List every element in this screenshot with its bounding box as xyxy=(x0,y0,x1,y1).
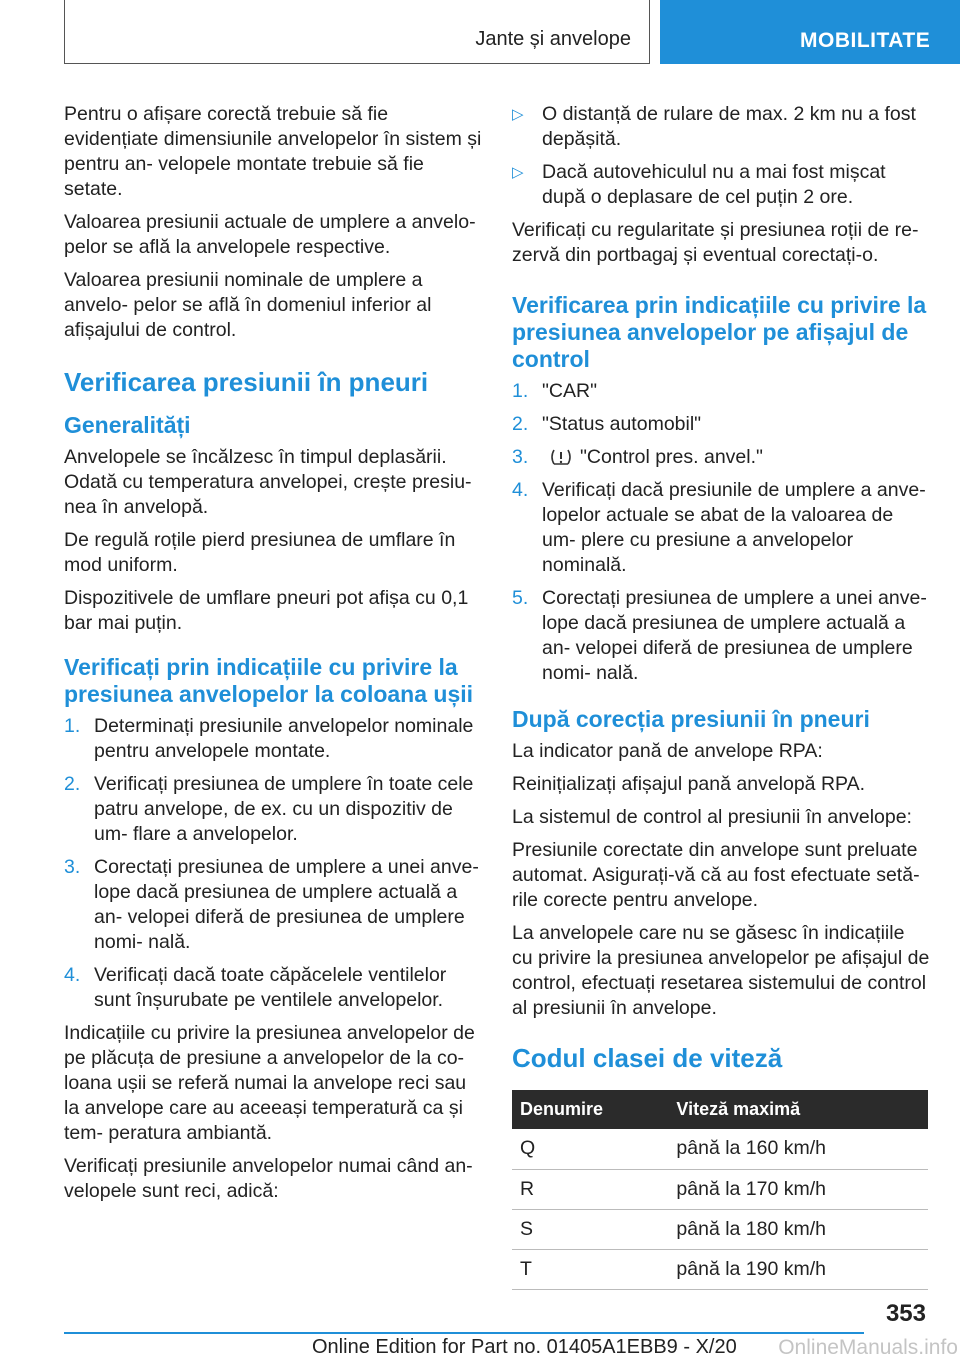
condition-text: Dacă autovehiculul nu a mai fost mișcat după o deplasare de cel puțin 2 ore. xyxy=(542,161,886,208)
chapter-tab[interactable]: MOBILITATE xyxy=(660,0,960,64)
table-cell: T xyxy=(512,1249,658,1289)
step-number: 1. xyxy=(64,715,81,737)
table-row xyxy=(512,1129,928,1169)
step-number: 4. xyxy=(512,479,529,501)
paragraph: Verificați presiunile anvelopelor numai când an- velopele sunt reci, adică: xyxy=(64,1155,473,1202)
list-item xyxy=(64,772,482,847)
table-header-row xyxy=(512,1090,928,1129)
paragraph: Reinițializați afișajul pană anvelopă RPA. xyxy=(512,773,866,795)
step-text: Verificați dacă toate căpăcelele ventilelor sunt înșurubate pe ventilele anvelopelor. xyxy=(94,964,447,1011)
table-row xyxy=(512,1249,928,1289)
door-steps-list xyxy=(64,714,482,1013)
paragraph: De regulă roțile pierd presiunea de umflare în mod uniform. xyxy=(64,529,456,576)
step-text: Determinați presiunile anvelopelor nominale pentru anvelopele montate. xyxy=(94,715,474,762)
column-header: Denumire xyxy=(512,1090,658,1129)
step-number: 2. xyxy=(64,773,81,795)
heading-door-pillar: Verificați prin indicațiile cu privire la presiunea anvelopelor la coloana ușii xyxy=(64,654,474,707)
table-cell: până la 160 km/h xyxy=(658,1129,928,1169)
column-header: Viteză maximă xyxy=(658,1090,928,1129)
step-number: 1. xyxy=(512,380,529,402)
step-text: Verificați presiunea de umplere în toate cele patru anvelope, de ex. cu un dispozitiv de um- flare a anvelopelor. xyxy=(94,773,474,845)
footer-divider xyxy=(64,1332,864,1334)
paragraph: Valoarea presiunii nominale de umplere a anvelo- pelor se află în domeniul inferior al afișajului de control. xyxy=(64,269,432,341)
paragraph: Valoarea presiunii actuale de umplere a anvelo- pelor se află la anvelopele respective. xyxy=(64,211,476,258)
step-text: Corectați presiunea de umplere a unei anve- lope dacă presiunea de umplere actuală a an- velopei diferă de presiunea de umplere nomi- nală. xyxy=(94,856,479,953)
list-item xyxy=(512,586,930,686)
paragraph: Indicațiile cu privire la presiunea anvelopelor de pe plăcuța de presiune a anvelopelor de la co- loana ușii se referă numai la anvelope reci sau la anvelope care au aceeași temperatură ca și tem- peratura ambiantă. xyxy=(64,1022,475,1144)
paragraph: La sistemul de control al presiunii în anvelope: xyxy=(512,806,912,828)
table-cell: până la 170 km/h xyxy=(658,1169,928,1209)
step-number: 5. xyxy=(512,587,529,609)
header-frame xyxy=(64,0,650,64)
list-item xyxy=(64,855,482,955)
list-item xyxy=(512,160,930,210)
table-row xyxy=(512,1169,928,1209)
watermark: OnlineManuals.info xyxy=(778,1336,958,1359)
display-steps-list xyxy=(512,379,930,686)
header-section-title: Jante și anvelope xyxy=(475,28,631,50)
step-number: 2. xyxy=(512,413,529,435)
table-row xyxy=(512,1209,928,1249)
list-item xyxy=(512,478,930,578)
left-column xyxy=(64,102,482,1212)
paragraph: Presiunile corectate din anvelope sunt preluate automat. Asigurați-vă că au fost efectuate setă- rile corecte pentru anvelope. xyxy=(512,839,920,911)
step-text: "Status automobil" xyxy=(542,413,702,435)
conditions-list xyxy=(512,102,930,210)
paragraph: Verificați cu regularitate și presiunea roții de re- zervă din portbagaj și eventual corectați-o. xyxy=(512,219,919,266)
list-item xyxy=(512,379,930,404)
list-item xyxy=(512,445,930,470)
table-cell: până la 190 km/h xyxy=(658,1249,928,1289)
speed-class-table xyxy=(512,1090,928,1290)
paragraph: Dispozitivele de umflare pneuri pot afișa cu 0,1 bar mai puțin. xyxy=(64,587,469,634)
footer-edition: Online Edition for Part no. 01405A1EBB9 - X/20 xyxy=(312,1336,737,1358)
heading-speed-class: Codul clasei de viteză xyxy=(512,1043,783,1073)
step-text: Corectați presiunea de umplere a unei anve- lope dacă presiunea de umplere actuală a an- velopei diferă de presiunea de umplere nomi- nală. xyxy=(542,587,927,684)
heading-control-display: Verificarea prin indicațiile cu privire la presiunea anvelopelor pe afișajul de control xyxy=(512,292,927,372)
step-text: "Control pres. anvel." xyxy=(580,446,763,468)
heading-after-correction: După corecția presiunii în pneuri xyxy=(512,706,870,732)
step-number: 4. xyxy=(64,964,81,986)
step-text: Verificați dacă presiunile de umplere a anve- lopelor actuale se abat de la valoarea de um- plere cu presiune a anvelopelor nominală. xyxy=(542,479,926,576)
tire-pressure-warning-icon xyxy=(548,448,574,466)
triangle-bullet-icon: ▷ xyxy=(512,164,524,181)
triangle-bullet-icon: ▷ xyxy=(512,106,524,123)
paragraph: Pentru o afișare corectă trebuie să fie evidențiate dimensiunile anvelopelor în sistem și pentru an- velopele montate trebuie să fie setate. xyxy=(64,103,482,200)
list-item xyxy=(64,963,482,1013)
table-cell: S xyxy=(512,1209,658,1249)
step-number: 3. xyxy=(64,856,81,878)
paragraph: Anvelopele se încălzesc în timpul deplasării. Odată cu temperatura anvelopei, crește presiu- nea în anvelopă. xyxy=(64,446,472,518)
heading-general: Generalități xyxy=(64,412,191,438)
condition-text: O distanță de rulare de max. 2 km nu a fost depășită. xyxy=(542,103,916,150)
right-column xyxy=(512,102,930,1290)
heading-check-pressure: Verificarea presiunii în pneuri xyxy=(64,367,429,397)
list-item xyxy=(64,714,482,764)
paragraph: La anvelopele care nu se găsesc în indicațiile cu privire la presiunea anvelopelor pe afișajul de control, efectuați resetarea sistemului de control al presiunii în anvelope. xyxy=(512,922,930,1019)
step-number: 3. xyxy=(512,446,529,468)
table-cell: până la 180 km/h xyxy=(658,1209,928,1249)
list-item xyxy=(512,102,930,152)
list-item xyxy=(512,412,930,437)
page-number: 353 xyxy=(885,1300,926,1327)
table-cell: Q xyxy=(512,1129,658,1169)
step-text: "CAR" xyxy=(542,380,598,402)
table-cell: R xyxy=(512,1169,658,1209)
paragraph: La indicator pană de anvelope RPA: xyxy=(512,740,823,762)
